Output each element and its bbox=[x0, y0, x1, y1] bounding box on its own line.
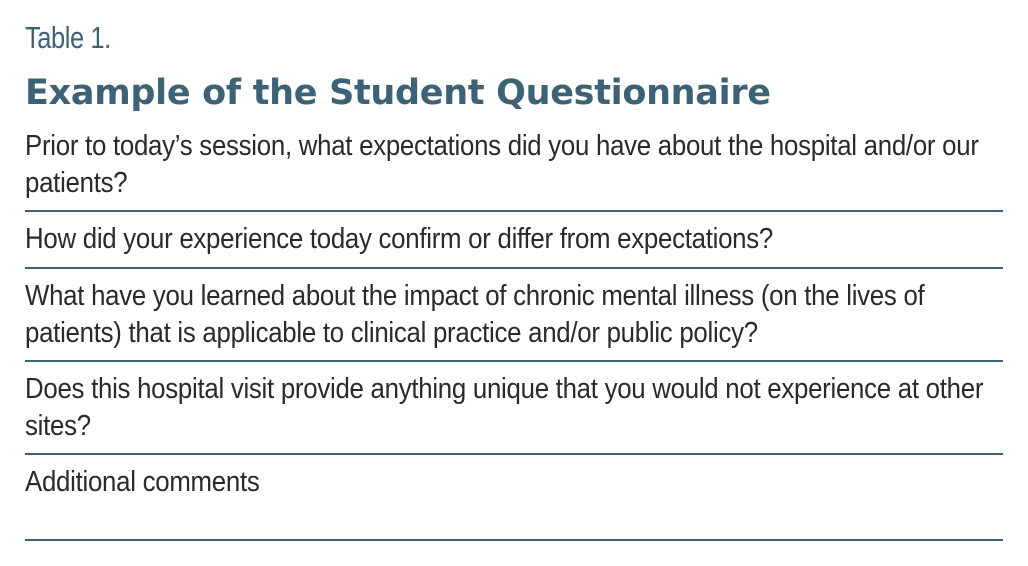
question-row bbox=[25, 269, 1003, 362]
question-text: What have you learned about the impact of chronic mental illness (on the lives of patients) that is applicable to clinical practice and/or public policy? bbox=[25, 280, 925, 349]
question-text: Does this hospital visit provide anything unique that you would not experience at other sites? bbox=[25, 373, 984, 442]
question-list bbox=[25, 128, 1003, 541]
question-text: Additional comments bbox=[25, 466, 260, 498]
question-text: How did your experience today confirm or differ from expectations? bbox=[25, 223, 773, 255]
questionnaire-table bbox=[25, 18, 1003, 541]
question-row bbox=[25, 128, 1003, 212]
table-label: Table 1. bbox=[25, 20, 111, 55]
question-text: Prior to today’s session, what expectations did you have about the hospital and/or our patients? bbox=[25, 130, 979, 199]
question-row bbox=[25, 455, 1003, 541]
table-title: Example of the Student Questionnaire bbox=[25, 73, 771, 113]
question-row bbox=[25, 362, 1003, 455]
question-row bbox=[25, 212, 1003, 269]
